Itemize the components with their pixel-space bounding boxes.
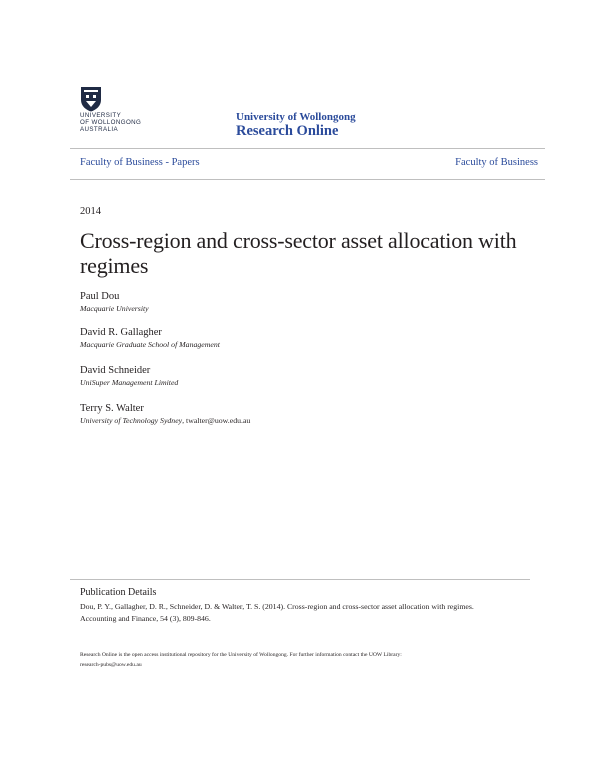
author-name: David R. Gallagher xyxy=(80,327,162,338)
publication-citation xyxy=(80,601,530,625)
repository-footer xyxy=(80,650,540,670)
author-name: Paul Dou xyxy=(80,291,120,302)
author-affiliation: Macquarie Graduate School of Management xyxy=(80,340,220,349)
faculty-link[interactable]: Faculty of Business xyxy=(455,157,538,168)
footer-email[interactable]: research-pubs@uow.edu.au xyxy=(80,662,142,668)
publication-year: 2014 xyxy=(80,206,101,217)
paper-title: Cross-region and cross-sector asset allocation with regimes xyxy=(80,228,517,278)
repository-subtitle[interactable]: Research Online xyxy=(236,123,339,139)
author-affiliation: UniSuper Management Limited xyxy=(80,378,179,387)
author-name: David Schneider xyxy=(80,365,151,376)
author-block xyxy=(80,291,149,313)
publication-divider xyxy=(70,579,530,580)
author-affiliation: Macquarie University xyxy=(80,304,149,313)
top-divider xyxy=(70,148,545,149)
citation-line: Accounting and Finance, 54 (3), 809-846. xyxy=(80,614,211,623)
publication-details-heading: Publication Details xyxy=(80,587,157,598)
nav-divider xyxy=(70,179,545,180)
repository-title[interactable]: University of Wollongong xyxy=(236,111,356,123)
author-block xyxy=(80,327,220,349)
citation-line: Dou, P. Y., Gallagher, D. R., Schneider, D. & Walter, T. S. (2014). Cross-region and cross-sector asset allocation with regimes. xyxy=(80,602,474,611)
author-block xyxy=(80,365,178,387)
university-logo xyxy=(80,86,150,136)
author-email[interactable]: , twalter@uow.edu.au xyxy=(182,416,251,425)
author-name: Terry S. Walter xyxy=(80,403,144,414)
author-block xyxy=(80,403,250,425)
collection-link[interactable]: Faculty of Business - Papers xyxy=(80,157,200,168)
author-affiliation xyxy=(80,416,250,425)
logo-wordmark: UNIVERSITY OF WOLLONGONG AUSTRALIA xyxy=(80,112,142,133)
affiliation-text: University of Technology Sydney xyxy=(80,416,183,425)
crest-icon xyxy=(80,86,102,112)
footer-text: Research Online is the open access institutional repository for the University of Wollongong. For further information contact the UOW Library: xyxy=(80,652,402,658)
